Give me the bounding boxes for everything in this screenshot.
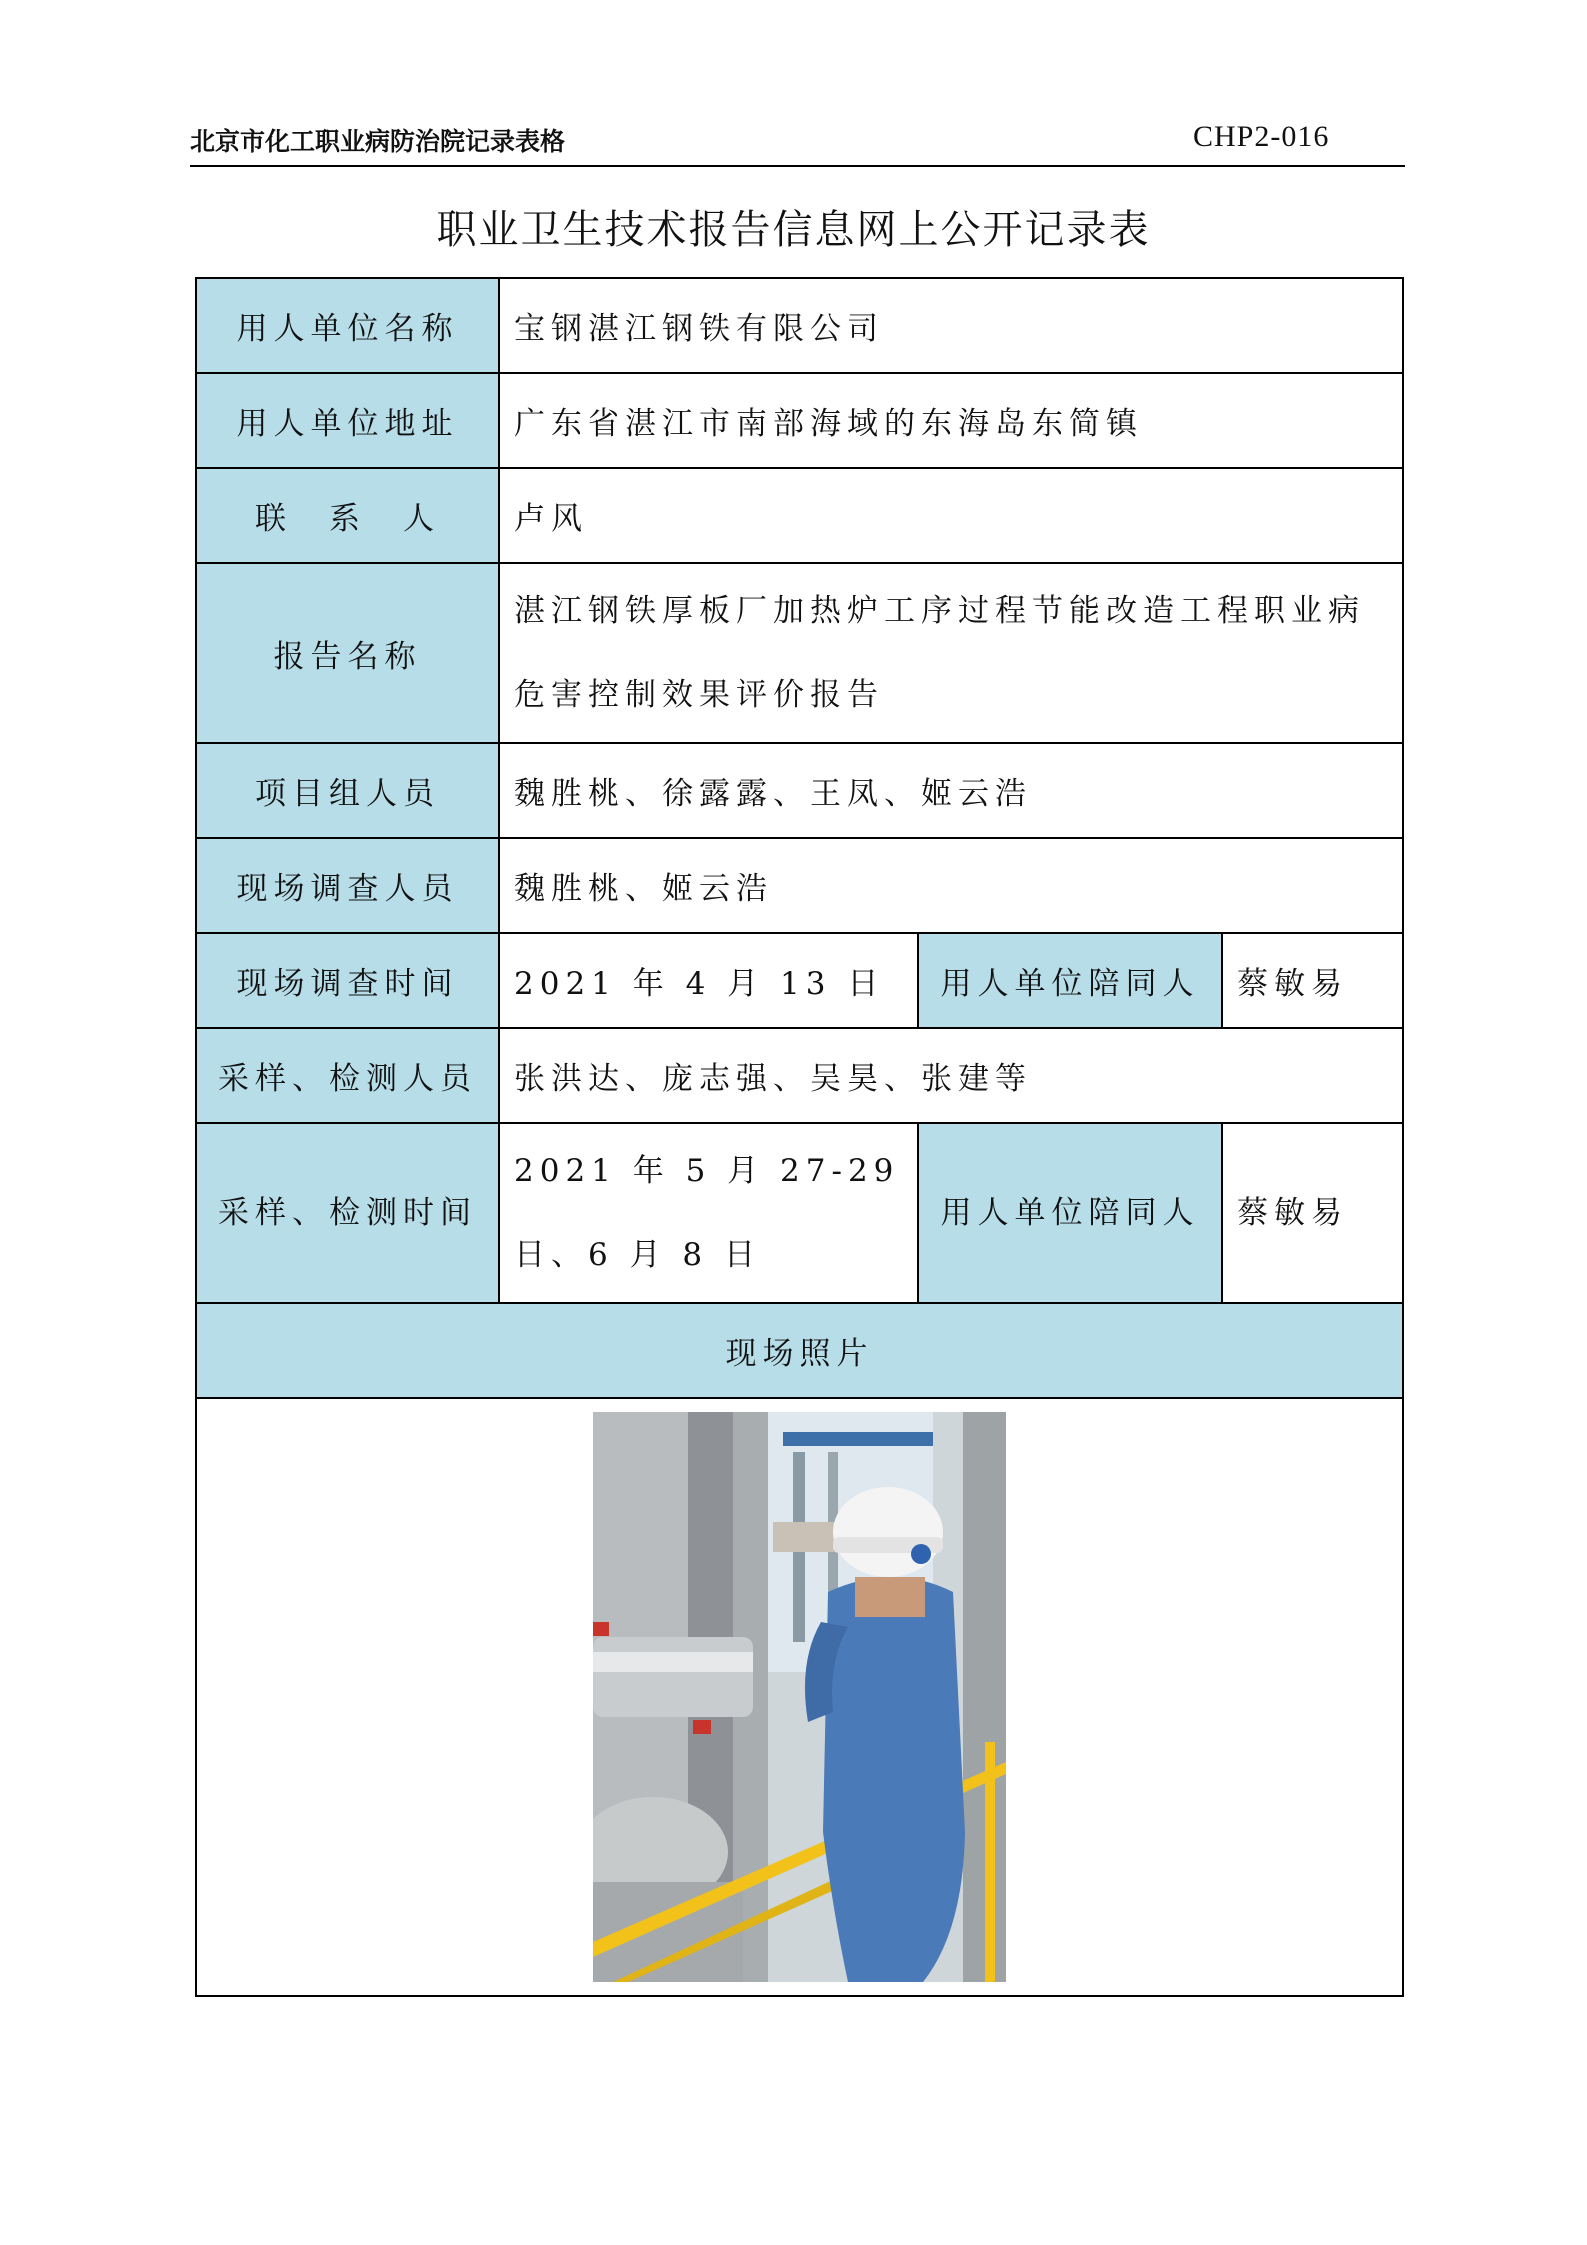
survey-time-value: 2021 年 4 月 13 日 — [499, 933, 918, 1028]
row-survey-staff — [196, 838, 1403, 933]
employer-address-value: 广东省湛江市南部海域的东海岛东简镇 — [499, 373, 1403, 468]
survey-time-label: 现场调查时间 — [196, 933, 499, 1028]
photo-section-label: 现场照片 — [196, 1303, 1403, 1398]
employer-name-label: 用人单位名称 — [196, 278, 499, 373]
contact-value: 卢风 — [499, 468, 1403, 563]
sampling-time-value: 2021 年 5 月 27-29 日、6 月 8 日 — [499, 1123, 918, 1303]
photo-cell — [196, 1398, 1403, 1996]
document-title: 职业卫生技术报告信息网上公开记录表 — [436, 207, 1151, 253]
employer-address-label: 用人单位地址 — [196, 373, 499, 468]
site-photo — [593, 1412, 1006, 1982]
accompany-label-1: 用人单位陪同人 — [918, 933, 1222, 1028]
survey-staff-label: 现场调查人员 — [196, 838, 499, 933]
team-label: 项目组人员 — [196, 743, 499, 838]
row-contact — [196, 468, 1403, 563]
accompany-value-2: 蔡敏易 — [1222, 1123, 1403, 1303]
team-value: 魏胜桃、徐露露、王凤、姬云浩 — [499, 743, 1403, 838]
row-employer-address — [196, 373, 1403, 468]
row-photo-header — [196, 1303, 1403, 1398]
employer-name-value: 宝钢湛江钢铁有限公司 — [499, 278, 1403, 373]
row-team — [196, 743, 1403, 838]
header-org-title: 北京市化工职业病防治院记录表格 — [190, 127, 566, 156]
record-table — [195, 277, 1404, 1997]
sampling-staff-value: 张洪达、庞志强、吴昊、张建等 — [499, 1028, 1403, 1123]
header-rule — [190, 165, 1405, 167]
sampling-time-label: 采样、检测时间 — [196, 1123, 499, 1303]
sampling-staff-label: 采样、检测人员 — [196, 1028, 499, 1123]
accompany-value-1: 蔡敏易 — [1222, 933, 1403, 1028]
row-report-name — [196, 563, 1403, 743]
form-code: CHP2-016 — [1193, 120, 1330, 153]
row-photo — [196, 1398, 1403, 1996]
row-survey-time — [196, 933, 1403, 1028]
row-sampling-staff — [196, 1028, 1403, 1123]
report-name-label: 报告名称 — [196, 563, 499, 743]
row-sampling-time — [196, 1123, 1403, 1303]
survey-staff-value: 魏胜桃、姬云浩 — [499, 838, 1403, 933]
accompany-label-2: 用人单位陪同人 — [918, 1123, 1222, 1303]
contact-label: 联 系 人 — [196, 468, 499, 563]
report-name-value: 湛江钢铁厚板厂加热炉工序过程节能改造工程职业病危害控制效果评价报告 — [499, 563, 1403, 743]
row-employer-name — [196, 278, 1403, 373]
